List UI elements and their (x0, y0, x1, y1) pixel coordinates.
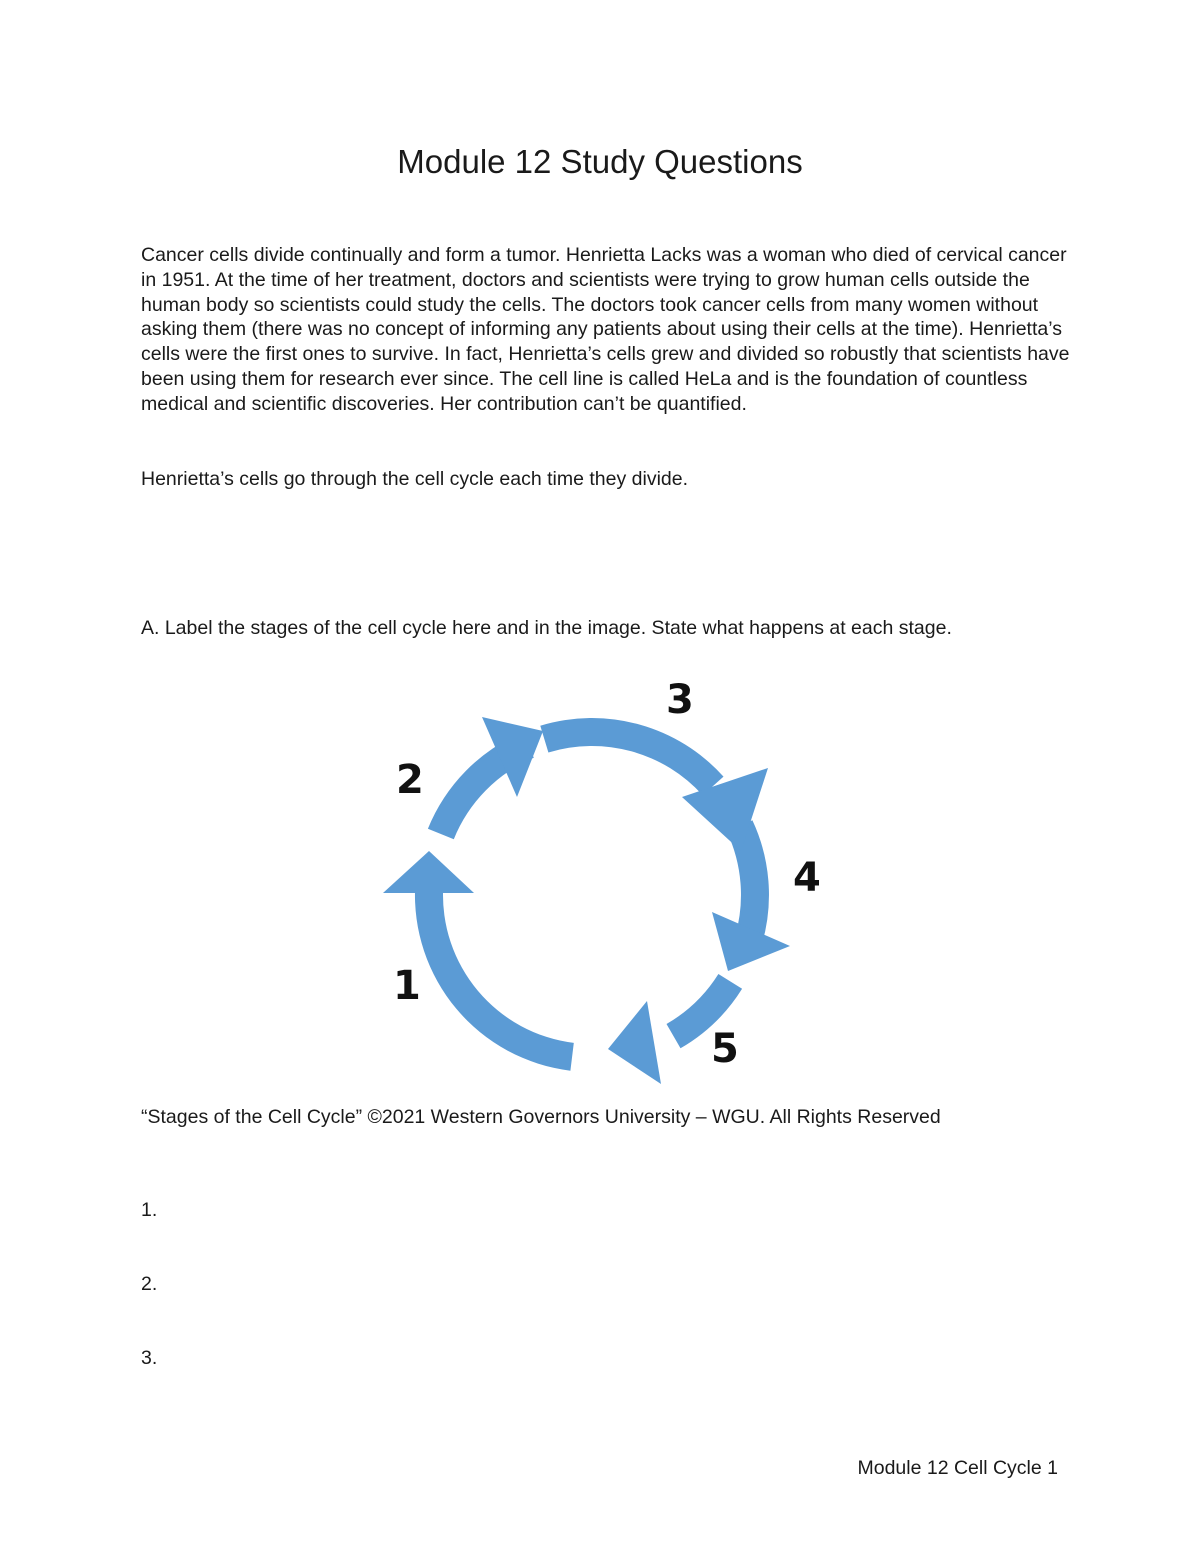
answer-item-2: 2. (141, 1273, 158, 1295)
stage-1-arrow-body (415, 886, 574, 1071)
intro-paragraph: Cancer cells divide continually and form a tumor. Henrietta Lacks was a woman who died of cervical cancer in 1951. At the time of her treatment, doctors and scientists were trying to grow human cells outside the human body so scientists could study the cells. The doctors took cancer cells from many women without asking them (there was no concept of informing any patients about using their cells at the time). Henrietta’s cells were the first ones to survive. In fact, Henrietta’s cells grew and divided so robustly that scientists have been using them for research ever since. The cell line is called HeLa and is the foundation of countless medical and scientific discoveries. Her contribution can’t be quantified. (141, 244, 1070, 415)
stage-label-4: 4 (793, 855, 821, 901)
stage-label-5: 5 (711, 1026, 739, 1072)
stage-label-1: 1 (393, 963, 421, 1009)
stage-3-arrow-body (540, 718, 723, 795)
answer-item-1: 1. (141, 1199, 158, 1221)
page-title: Module 12 Study Questions (397, 143, 803, 180)
cell-cycle-diagram (370, 665, 830, 1095)
answer-list (141, 1198, 157, 1420)
answer-item-3: 3. (141, 1347, 158, 1369)
page-footer: Module 12 Cell Cycle 1 (857, 1457, 1058, 1479)
cell-cycle-sentence: Henrietta’s cells go through the cell cycle each time they divide. (141, 468, 689, 490)
stage-label-3: 3 (666, 677, 694, 723)
stage-5-arrowhead (608, 1001, 661, 1084)
question-a: A. Label the stages of the cell cycle here and in the image. State what happens at each stage. (141, 617, 952, 639)
stage-label-2: 2 (396, 757, 424, 803)
figure-credit: “Stages of the Cell Cycle” ©2021 Western Governors University – WGU. All Rights Reserved (141, 1106, 941, 1128)
stage-1-arrowhead (383, 851, 474, 893)
